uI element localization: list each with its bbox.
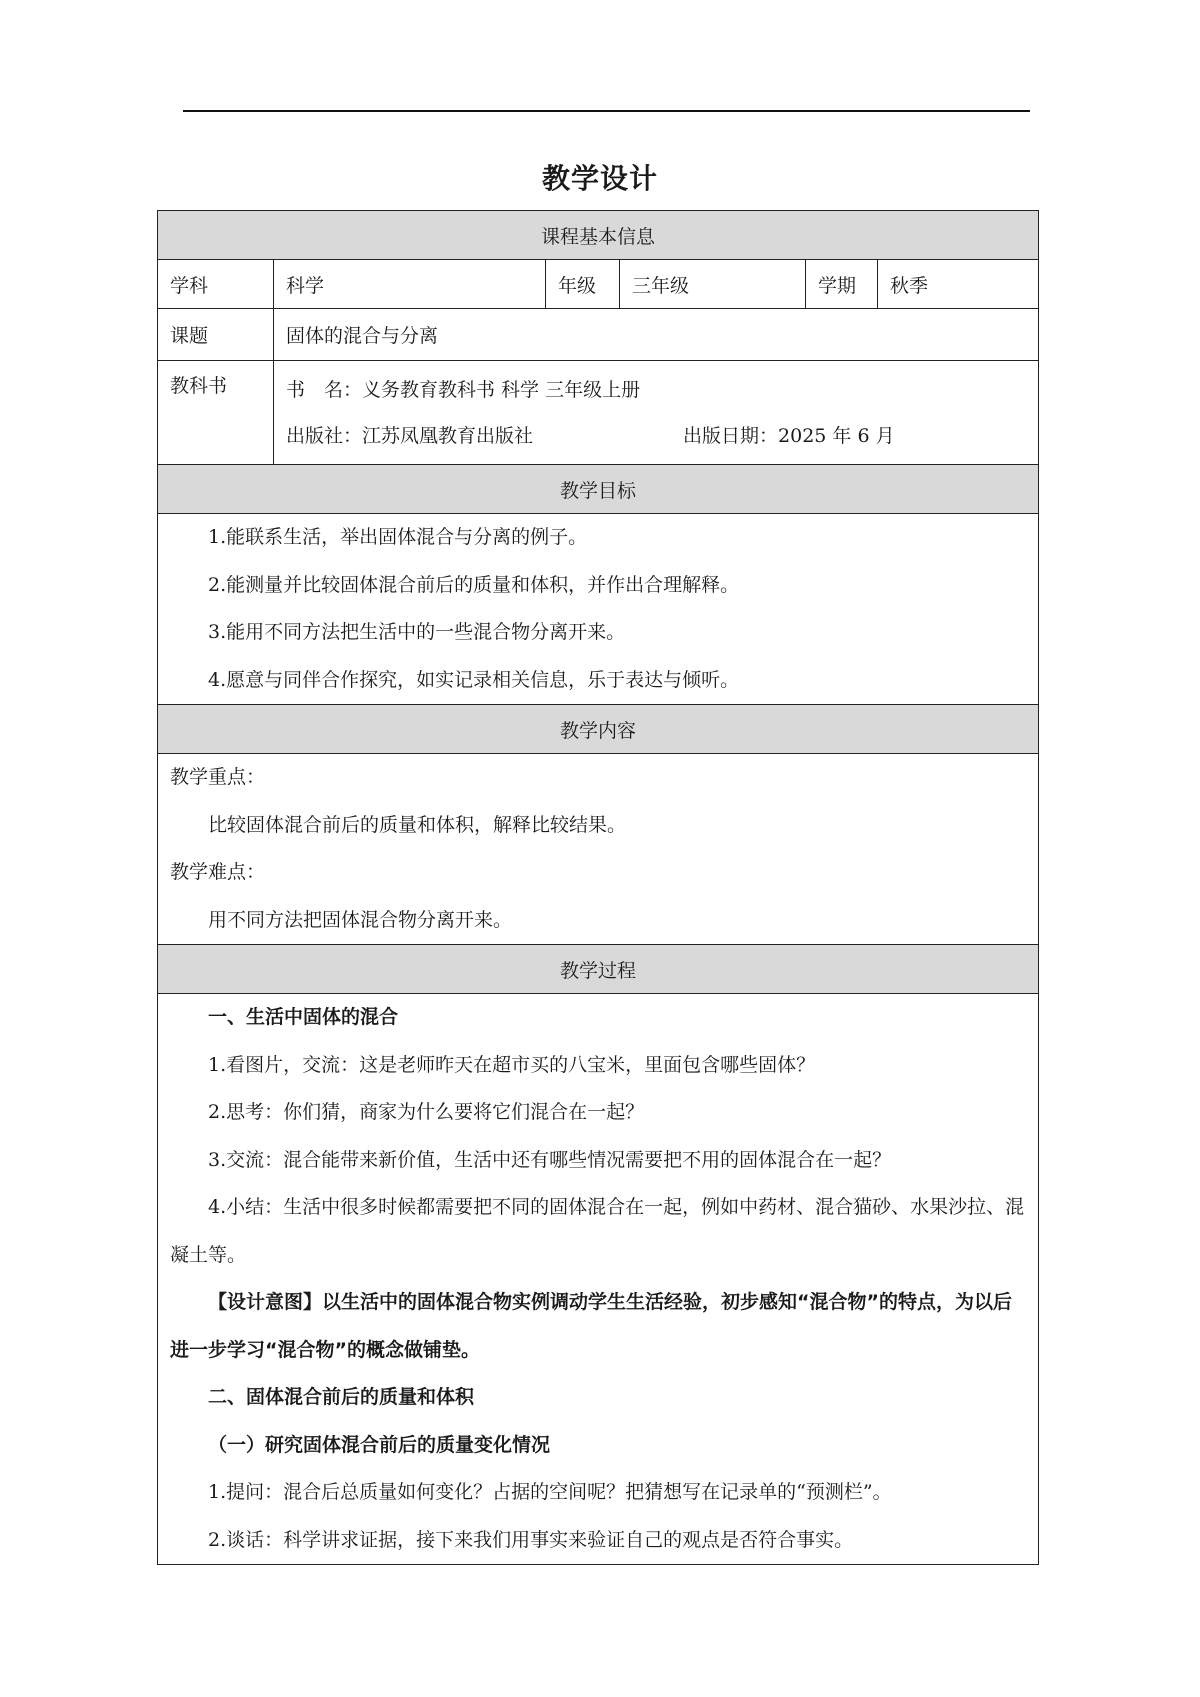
section-title: 二、固体混合前后的质量和体积 [208, 1386, 475, 1408]
book-pub-date: 出版日期：2025 年 6 月 [683, 424, 895, 447]
subsection-title: （一）研究固体混合前后的质量变化情况 [208, 1433, 551, 1456]
book-publication [286, 413, 1026, 459]
key-point-label: 教学重点： [170, 766, 266, 788]
process-item: 1.提问：混合后总质量如何变化？占据的空间呢？把猜想写在记录单的“预测栏”。 [208, 1481, 892, 1503]
process-item: 2.谈话：科学讲求证据，接下来我们用事实来验证自己的观点是否符合事实。 [208, 1528, 854, 1551]
book-name: 书 名：义务教育教科书 科学 三年级上册 [286, 378, 641, 401]
difficulty-label: 教学难点： [170, 861, 266, 883]
objective-item: 1.能联系生活，举出固体混合与分离的例子。 [208, 526, 588, 548]
header-rule [183, 110, 1030, 112]
objectives-header: 教学目标 [158, 465, 1039, 514]
process-item: 1.看图片，交流：这是老师昨天在超市买的八宝米，里面包含哪些固体？ [208, 1053, 816, 1076]
term-label: 学期 [806, 260, 878, 309]
section-title: 一、生活中固体的混合 [208, 1006, 399, 1028]
grade-value: 三年级 [620, 260, 806, 309]
subject-label: 学科 [158, 260, 274, 309]
textbook-info [274, 361, 1039, 465]
page-title: 教学设计 [541, 162, 658, 195]
textbook-label: 教科书 [158, 361, 274, 465]
key-point-text: 比较固体混合前后的质量和体积，解释比较结果。 [208, 813, 627, 836]
topic-value: 固体的混合与分离 [274, 309, 1039, 361]
process-body [158, 994, 1039, 1565]
process-item: 4.小结：生活中很多时候都需要把不同的固体混合在一起，例如中药材、混合猫砂、水果沙拉、混凝土等。 [170, 1196, 1025, 1266]
objectives-list [158, 514, 1039, 705]
subject-value: 科学 [274, 260, 546, 309]
objective-item: 4.愿意与同伴合作探究，如实记录相关信息，乐于表达与倾听。 [208, 668, 740, 691]
basic-info-header: 课程基本信息 [158, 211, 1039, 260]
content-header: 教学内容 [158, 705, 1039, 754]
lesson-plan-table [157, 210, 1039, 1565]
design-intent: 【设计意图】以生活中的固体混合物实例调动学生生活经验，初步感知“混合物”的特点，为以后进一步学习“混合物”的概念做铺垫。 [170, 1291, 1012, 1361]
book-publisher: 出版社：江苏凤凰教育出版社 [286, 424, 534, 447]
difficulty-text: 用不同方法把固体混合物分离开来。 [208, 908, 513, 931]
content-body [158, 754, 1039, 945]
process-header: 教学过程 [158, 945, 1039, 994]
process-item: 2.思考：你们猜，商家为什么要将它们混合在一起？ [208, 1101, 645, 1123]
topic-label: 课题 [158, 309, 274, 361]
grade-label: 年级 [546, 260, 620, 309]
process-item: 3.交流：混合能带来新价值，生活中还有哪些情况需要把不用的固体混合在一起？ [208, 1148, 892, 1171]
objective-item: 2.能测量并比较固体混合前后的质量和体积，并作出合理解释。 [208, 573, 740, 596]
term-value: 秋季 [878, 260, 1039, 309]
objective-item: 3.能用不同方法把生活中的一些混合物分离开来。 [208, 621, 626, 643]
